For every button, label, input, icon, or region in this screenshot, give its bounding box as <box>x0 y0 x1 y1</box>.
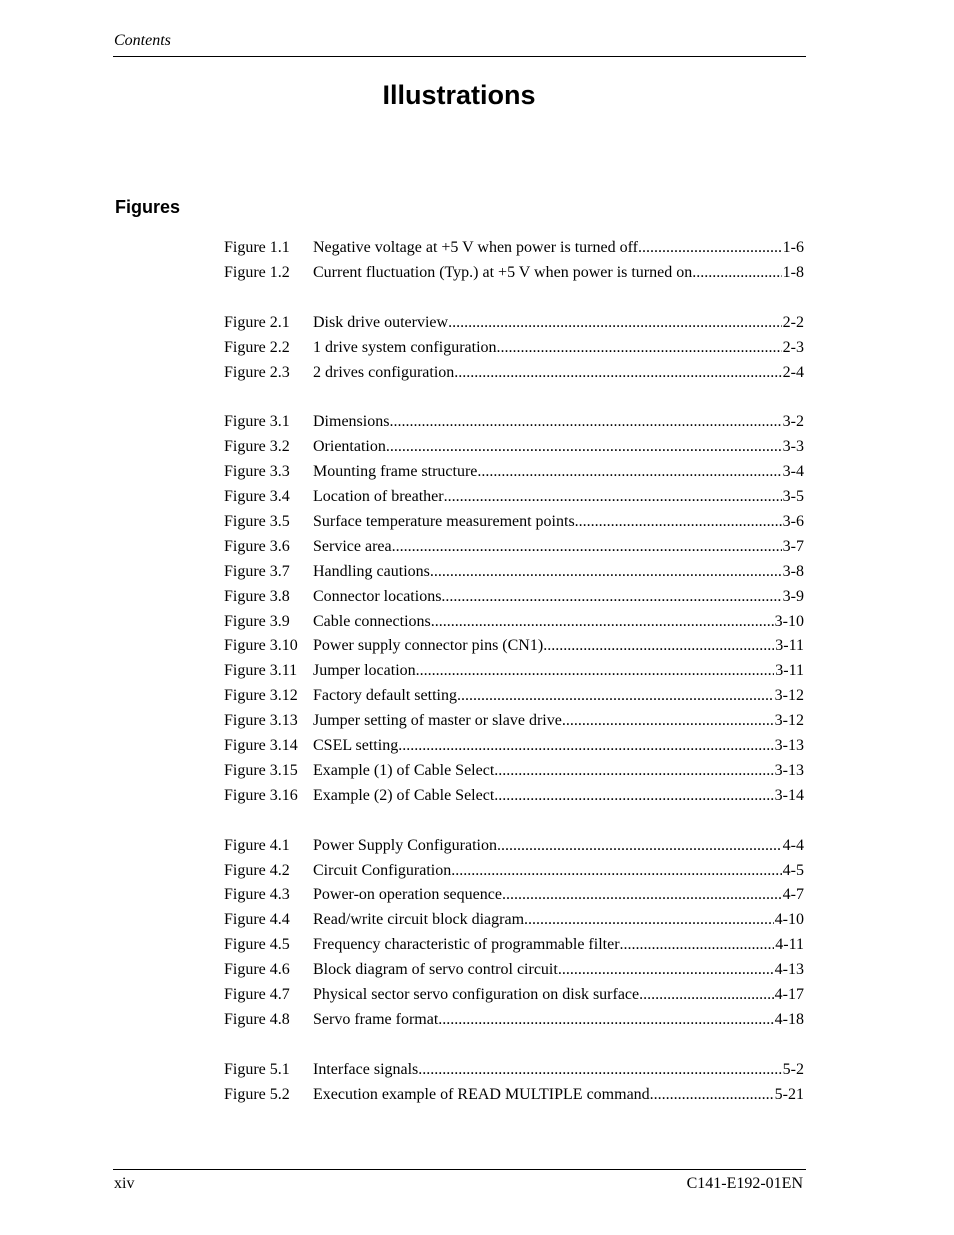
figure-page-ref: 2-3 <box>782 338 804 356</box>
figure-caption: Negative voltage at +5 V when power is turned off <box>313 239 638 256</box>
figure-group <box>224 1058 804 1108</box>
dot-leader <box>454 361 781 386</box>
figure-caption: Factory default setting <box>313 687 457 705</box>
document-code: C141-E192-01EN <box>686 1175 803 1192</box>
figure-entry[interactable] <box>224 634 804 659</box>
dot-leader <box>416 659 775 684</box>
figure-caption: Power Supply Configuration <box>313 836 497 854</box>
dot-leader <box>524 908 774 933</box>
figure-entry[interactable] <box>224 983 804 1008</box>
figure-entry[interactable] <box>224 535 804 560</box>
dot-leader <box>650 1083 774 1108</box>
figure-entry[interactable] <box>224 560 804 585</box>
figure-caption: Current fluctuation (Typ.) at +5 V when power is turned on <box>313 263 693 281</box>
figure-caption: Circuit Configuration <box>313 861 452 879</box>
dot-leader <box>448 311 782 336</box>
dot-leader <box>444 485 782 510</box>
figure-number: Figure 1.1 <box>224 239 290 256</box>
figure-number: Figure 5.2 <box>224 1085 290 1103</box>
figure-caption: Handling cautions <box>313 562 430 580</box>
dot-leader <box>562 709 774 734</box>
page-title: Illustrations <box>382 80 536 110</box>
figure-caption: Servo frame format <box>313 1010 439 1028</box>
figure-page-ref: 4-7 <box>782 886 804 904</box>
figure-page-ref: 3-11 <box>775 637 804 655</box>
figure-page-ref: 4-13 <box>774 961 804 979</box>
figure-page-ref: 3-9 <box>782 587 804 605</box>
figure-caption: Mounting frame structure <box>313 463 478 481</box>
figure-number: Figure 3.5 <box>224 513 290 531</box>
figure-page-ref: 3-4 <box>782 463 804 481</box>
dot-leader <box>398 734 773 759</box>
figure-entry[interactable] <box>224 734 804 759</box>
figure-entry[interactable] <box>224 784 804 809</box>
figure-group <box>224 410 804 808</box>
figure-caption: Physical sector servo configuration on disk surface <box>313 986 640 1004</box>
dot-leader <box>494 759 773 784</box>
section-title: Figures <box>115 197 181 217</box>
dot-leader <box>389 410 781 435</box>
figure-page-ref: 1-8 <box>782 263 804 281</box>
figure-number: Figure 3.11 <box>224 662 298 680</box>
figure-number: Figure 4.5 <box>224 936 290 954</box>
dot-leader <box>438 1008 773 1033</box>
figure-entry[interactable] <box>224 585 804 610</box>
figure-number: Figure 4.6 <box>224 961 290 979</box>
figure-entry[interactable] <box>224 859 804 884</box>
figure-entry[interactable] <box>224 1058 804 1083</box>
figure-caption: 2 drives configuration <box>313 363 455 381</box>
figure-caption: Power supply connector pins (CN1) <box>313 637 544 655</box>
dot-leader <box>502 883 782 908</box>
figure-page-ref: 4-17 <box>774 986 804 1004</box>
figure-group <box>224 311 804 386</box>
figure-caption: Surface temperature measurement points <box>313 513 575 531</box>
figure-page-ref: 3-13 <box>774 737 804 755</box>
figure-number: Figure 4.3 <box>224 886 290 904</box>
figure-caption: Dimensions <box>313 413 390 431</box>
figure-entry[interactable] <box>224 709 804 734</box>
figure-number: Figure 1.2 <box>224 263 290 281</box>
figure-page-ref: 3-8 <box>782 562 804 580</box>
figure-number: Figure 2.2 <box>224 338 290 356</box>
figure-caption: Read/write circuit block diagram <box>313 911 525 929</box>
dot-leader <box>620 933 775 958</box>
figure-entry[interactable] <box>224 460 804 485</box>
figure-entry[interactable] <box>224 958 804 983</box>
figure-page-ref: 5-21 <box>774 1085 804 1103</box>
figure-page-ref: 3-10 <box>774 612 804 630</box>
figure-page-ref: 3-6 <box>782 513 804 531</box>
figure-number: Figure 3.9 <box>224 612 290 630</box>
figure-number: Figure 3.6 <box>224 537 290 555</box>
dot-leader <box>497 336 782 361</box>
figure-page-ref: 4-10 <box>774 911 804 929</box>
figure-page-ref: 3-3 <box>782 438 804 456</box>
figure-caption: Frequency characteristic of programmable filter <box>313 936 620 954</box>
figure-entry[interactable] <box>224 684 804 709</box>
figure-entry[interactable] <box>224 485 804 510</box>
figure-entry[interactable] <box>224 1083 804 1108</box>
figure-number: Figure 3.15 <box>224 761 298 779</box>
figure-caption: 1 drive system configuration <box>313 338 497 356</box>
figure-number: Figure 2.3 <box>224 363 290 381</box>
figure-number: Figure 3.2 <box>224 438 290 456</box>
figure-caption: Cable connections <box>313 612 431 630</box>
figure-number: Figure 3.13 <box>224 712 298 730</box>
figure-page-ref: 4-4 <box>782 836 804 854</box>
dot-leader <box>430 560 782 585</box>
dot-leader <box>392 535 782 560</box>
figure-entry[interactable] <box>224 261 804 286</box>
dot-leader <box>638 236 782 261</box>
dot-leader <box>639 983 774 1008</box>
figure-page-ref: 4-5 <box>782 861 804 879</box>
figure-caption: Disk drive outerview <box>313 313 449 331</box>
figure-number: Figure 4.4 <box>224 911 290 929</box>
figure-group <box>224 236 804 286</box>
figure-entry[interactable] <box>224 311 804 336</box>
figure-number: Figure 3.1 <box>224 413 290 431</box>
figure-caption: Example (2) of Cable Select <box>313 786 495 804</box>
figure-number: Figure 3.16 <box>224 786 298 804</box>
figure-entry[interactable] <box>224 759 804 784</box>
figure-caption: Jumper location <box>313 662 416 680</box>
figure-number: Figure 4.1 <box>224 836 290 854</box>
figure-entry[interactable] <box>224 883 804 908</box>
figure-caption: CSEL setting <box>313 737 399 755</box>
figure-page-ref: 5-2 <box>782 1060 804 1078</box>
figure-number: Figure 3.12 <box>224 687 298 705</box>
figure-caption: Block diagram of servo control circuit <box>313 961 558 979</box>
figure-number: Figure 4.8 <box>224 1010 290 1028</box>
figure-page-ref: 3-2 <box>782 413 804 431</box>
figure-caption: Execution example of READ MULTIPLE command <box>313 1085 650 1103</box>
dot-leader <box>431 610 774 635</box>
figure-entry[interactable] <box>224 510 804 535</box>
figure-caption: Interface signals <box>313 1060 419 1078</box>
figure-number: Figure 3.7 <box>224 562 290 580</box>
figure-caption: Connector locations <box>313 587 442 605</box>
figure-number: Figure 3.10 <box>224 637 298 655</box>
figure-number: Figure 2.1 <box>224 313 290 331</box>
figure-page-ref: 3-14 <box>774 786 804 804</box>
figure-entry[interactable] <box>224 834 804 859</box>
dot-leader <box>457 684 774 709</box>
figure-group <box>224 834 804 1033</box>
figure-entry[interactable] <box>224 1008 804 1033</box>
figure-entry[interactable] <box>224 610 804 635</box>
footer-rule <box>113 1169 806 1170</box>
figure-list <box>224 236 804 1133</box>
figure-page-ref: 3-12 <box>774 712 804 730</box>
figure-caption: Jumper setting of master or slave drive <box>313 712 562 730</box>
figure-page-ref: 2-2 <box>782 313 804 331</box>
figure-page-ref: 4-11 <box>775 936 804 954</box>
dot-leader <box>494 784 773 809</box>
figure-page-ref: 3-13 <box>774 761 804 779</box>
figure-number: Figure 5.1 <box>224 1060 290 1078</box>
figure-page-ref: 3-12 <box>774 687 804 705</box>
figure-number: Figure 3.8 <box>224 587 290 605</box>
figure-entry[interactable] <box>224 435 804 460</box>
figure-number: Figure 3.14 <box>224 737 298 755</box>
dot-leader <box>477 460 781 485</box>
figure-page-ref: 1-6 <box>782 239 804 256</box>
figure-caption: Service area <box>313 537 392 555</box>
dot-leader <box>386 435 782 460</box>
dot-leader <box>418 1058 781 1083</box>
figure-number: Figure 3.4 <box>224 488 290 506</box>
header-rule <box>113 56 806 57</box>
figure-entry[interactable] <box>224 933 804 958</box>
figure-number: Figure 3.3 <box>224 463 290 481</box>
dot-leader <box>543 634 774 659</box>
figure-number: Figure 4.7 <box>224 986 290 1004</box>
figure-caption: Orientation <box>313 438 386 456</box>
figure-entry[interactable] <box>224 410 804 435</box>
figure-entry[interactable] <box>224 908 804 933</box>
dot-leader <box>497 834 782 859</box>
running-header: Contents <box>114 32 171 49</box>
figure-page-ref: 3-7 <box>782 537 804 555</box>
figure-entry[interactable] <box>224 361 804 386</box>
figure-page-ref: 4-18 <box>774 1010 804 1028</box>
figure-entry[interactable] <box>224 659 804 684</box>
dot-leader <box>441 585 781 610</box>
figure-caption: Example (1) of Cable Select <box>313 761 495 779</box>
dot-leader <box>451 859 781 884</box>
dot-leader <box>692 261 781 286</box>
figure-page-ref: 3-5 <box>782 488 804 506</box>
figure-entry[interactable] <box>224 336 804 361</box>
figure-page-ref: 2-4 <box>782 363 804 381</box>
figure-number: Figure 4.2 <box>224 861 290 879</box>
dot-leader <box>575 510 782 535</box>
figure-caption: Location of breather <box>313 488 444 506</box>
figure-entry[interactable] <box>224 236 804 261</box>
page-number: xiv <box>114 1175 135 1192</box>
figure-page-ref: 3-11 <box>775 662 804 680</box>
dot-leader <box>558 958 774 983</box>
figure-caption: Power-on operation sequence <box>313 886 502 904</box>
